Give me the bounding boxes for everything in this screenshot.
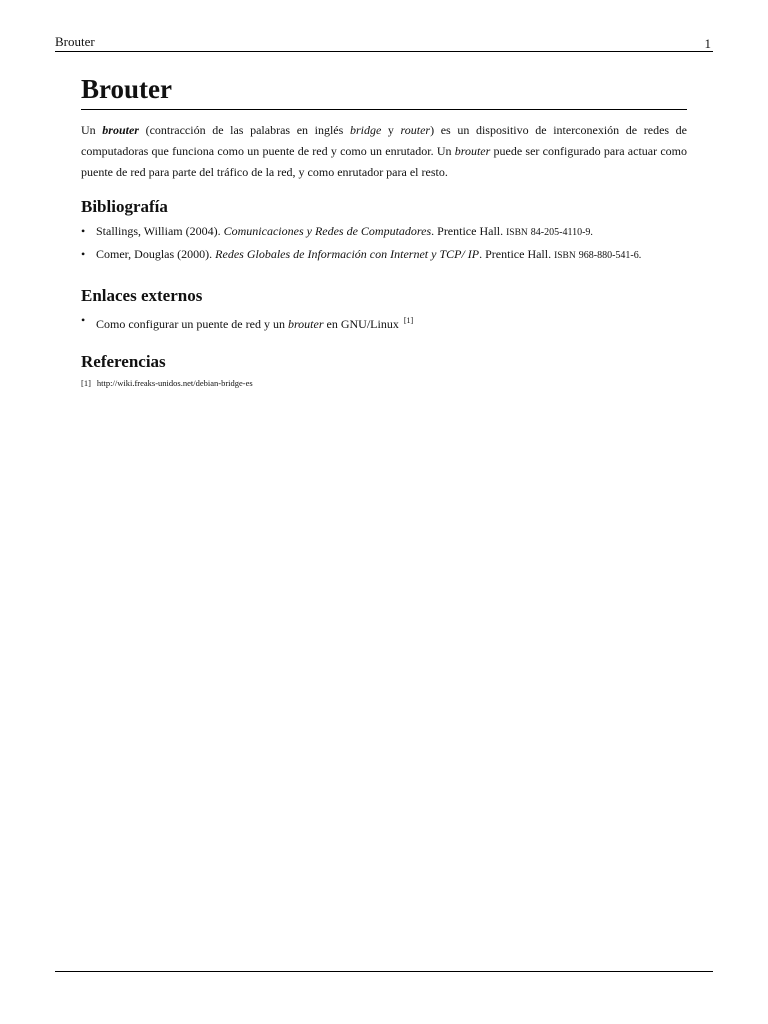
running-header-title: Brouter xyxy=(55,34,95,49)
link-text: en GNU/Linux xyxy=(323,317,399,331)
bibliography-item xyxy=(81,221,687,244)
isbn-label: ISBN xyxy=(506,228,528,238)
external-link-item xyxy=(81,310,687,335)
bullet-icon: • xyxy=(81,313,86,327)
intro-term-brouter: brouter xyxy=(102,123,139,137)
bibliography-section xyxy=(81,196,687,267)
references-heading: Referencias xyxy=(81,352,166,371)
bib-title: Comunicaciones y Redes de Computadores xyxy=(223,224,432,238)
bibliography-item xyxy=(81,244,687,267)
external-links-list xyxy=(81,310,687,335)
reference-item xyxy=(81,377,687,389)
intro-term-brouter-2: brouter xyxy=(454,144,491,158)
link-text: Como configurar un puente de red y un xyxy=(96,317,288,331)
article-title: Brouter xyxy=(81,72,687,110)
intro-text: ) es un dispositivo de interconexión de redes de computadoras que funciona como un puente de red y como un enrutador. Un xyxy=(81,123,688,158)
intro-text: puede ser configurado para actuar como puente de red para parte del tráfico de la red, y como enrutador para el resto. xyxy=(81,144,687,179)
link-term-brouter: brouter xyxy=(287,317,324,331)
reference-number: [1] xyxy=(81,378,91,388)
running-header xyxy=(55,35,713,52)
references-section xyxy=(81,351,687,389)
intro-term-router: router xyxy=(400,123,431,137)
page-number: 1 xyxy=(704,36,711,51)
external-links-heading: Enlaces externos xyxy=(81,286,203,305)
intro-term-bridge: bridge xyxy=(349,123,382,137)
external-link[interactable] xyxy=(96,317,399,331)
isbn-link[interactable]: 84-205-4110-9 xyxy=(530,227,591,238)
bullet-icon: • xyxy=(81,247,86,261)
bib-end: . xyxy=(590,227,593,238)
bibliography-heading: Bibliografía xyxy=(81,197,168,216)
bib-publisher: . Prentice Hall. xyxy=(431,224,504,238)
bib-title: Redes Globales de Información con Internet y TCP/ IP xyxy=(215,247,480,261)
external-links-section xyxy=(81,285,687,335)
bullet-icon: • xyxy=(81,224,86,238)
footer-rule xyxy=(55,971,713,972)
isbn-label: ISBN xyxy=(554,251,576,261)
intro-text: Un xyxy=(81,123,103,137)
bib-author: Comer, Douglas (2000). xyxy=(96,247,213,261)
reference-marker[interactable]: [1] xyxy=(403,316,414,325)
reference-url[interactable]: http://wiki.freaks-unidos.net/debian-bridge-es xyxy=(96,378,253,388)
bib-publisher: . Prentice Hall. xyxy=(479,247,552,261)
intro-text: y xyxy=(381,123,401,137)
intro-text: (contracción de las palabras en inglés xyxy=(138,123,350,137)
article-content xyxy=(81,72,687,389)
bib-end: . xyxy=(638,250,642,261)
intro-paragraph xyxy=(81,120,687,183)
bibliography-list xyxy=(81,221,687,267)
bib-author: Stallings, William (2004). xyxy=(96,224,221,238)
isbn-link[interactable]: 968-880-541-6 xyxy=(578,250,639,261)
